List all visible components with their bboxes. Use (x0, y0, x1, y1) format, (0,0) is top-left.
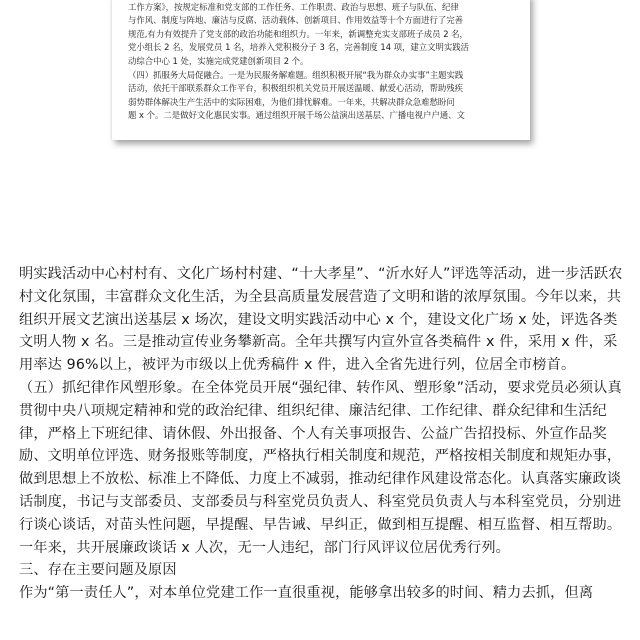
thumbnail-line: 弱势群体解决生产生活中的实际困难，为他们排忧解难。一年来，共解决群众急难愁盼问 (128, 96, 455, 107)
section-heading-problems: 三、存在主要问题及原因 (19, 562, 177, 579)
paragraph-cultural-activities: 明实践活动中心村村有、文化广场村村建、“十大孝星”、“沂水好人”评选等活动，进一步活跃农村文化氛围，丰富群众文化生活，为全县高质量发展营造了文明和谐的浓厚氛围。今年以来，共组织开展文艺演出送基层 x 场次，建设文明实践活动中心 x 个，建设文化广场 x 处，评选各类文明人物 x 名。三是推动宣传业务攀新高。全年共撰写内宣外宣各类稿件 x 件，采用 x 件，采用率达 96%以上，被评为市级以上优秀稿件 x 件，进入全省先进行列，位居全市榜首。 (19, 266, 623, 374)
thumbnail-line: 与作风、制度与阵地、廉洁与反腐、活动载体、创新项目、作用效益等十个方面进行了完善 (128, 15, 463, 26)
document-body (19, 263, 623, 605)
thumbnail-line: 题 x 个。二是做好文化惠民实事。通过组织开展千场公益演出送基层、广播电视户户通、文 (128, 110, 465, 121)
thumbnail-line: 工作方案》，按规定标准和党支部的工作任务、工作职责、政治与思想、班子与队伍、纪律 (128, 1, 459, 12)
thumbnail-line: 活动，依托干部联系群众工作平台，积极组织机关党员开展送温暖、献爱心活动，帮助残疾 (128, 83, 463, 94)
thumbnail-line: （四）抓服务大局促融合。一是为民服务解难题。组织积极开展“我为群众办实事”主题实践 (128, 69, 464, 80)
thumbnail-text (128, 0, 514, 123)
paragraph-first-responsible: 作为“第一责任人”，对本单位党建工作一直很重视，能够拿出较多的时间、精力去抓，但离 (19, 585, 594, 602)
page-preview-area (0, 0, 640, 250)
thumbnail-line: 党小组长 2 名，发展党员 1 名，培养入党积极分子 3 名，完善制度 14 项，建立文明实践活 (128, 42, 470, 53)
thumbnail-line: 规范,有力有效提升了党支部的政治功能和组织力。一年来，新调整充实支部班子成员 2 名， (128, 28, 468, 39)
thumbnail-line: 动综合中心 1 处，实施完成党建创新项目 2 个。 (128, 55, 309, 66)
paragraph-discipline-style: （五）抓纪律作风塑形象。在全体党员开展“强纪律、转作风、塑形象”活动，要求党员必须认真贯彻中央八项规定精神和党的政治纪律、组织纪律、廉洁纪律、工作纪律、群众纪律和生活纪律，严格上下班纪律、请休假、外出报备、个人有关事项报告、公益广告招投标、外宣作品奖励、文明单位评选、财务报账等制度，严格执行相关制度和规范，严格按相关制度和规矩办事，做到思想上不放松、标准上不降低、力度上不减弱，推动纪律作风建设常态化。认真落实廉政谈话制度，书记与支部委员、支部委员与科室党员负责人、科室党员负责人与本科室党员，分别进行谈心谈话，对苗头性问题，早提醒、早告诫、早纠正，做到相互提醒、相互监督、相互帮助。一年来，共开展廉政谈话 x 人次，无一人违纪，部门行风评议位居优秀行列。 (19, 379, 622, 556)
page-thumbnail[interactable] (112, 0, 530, 140)
